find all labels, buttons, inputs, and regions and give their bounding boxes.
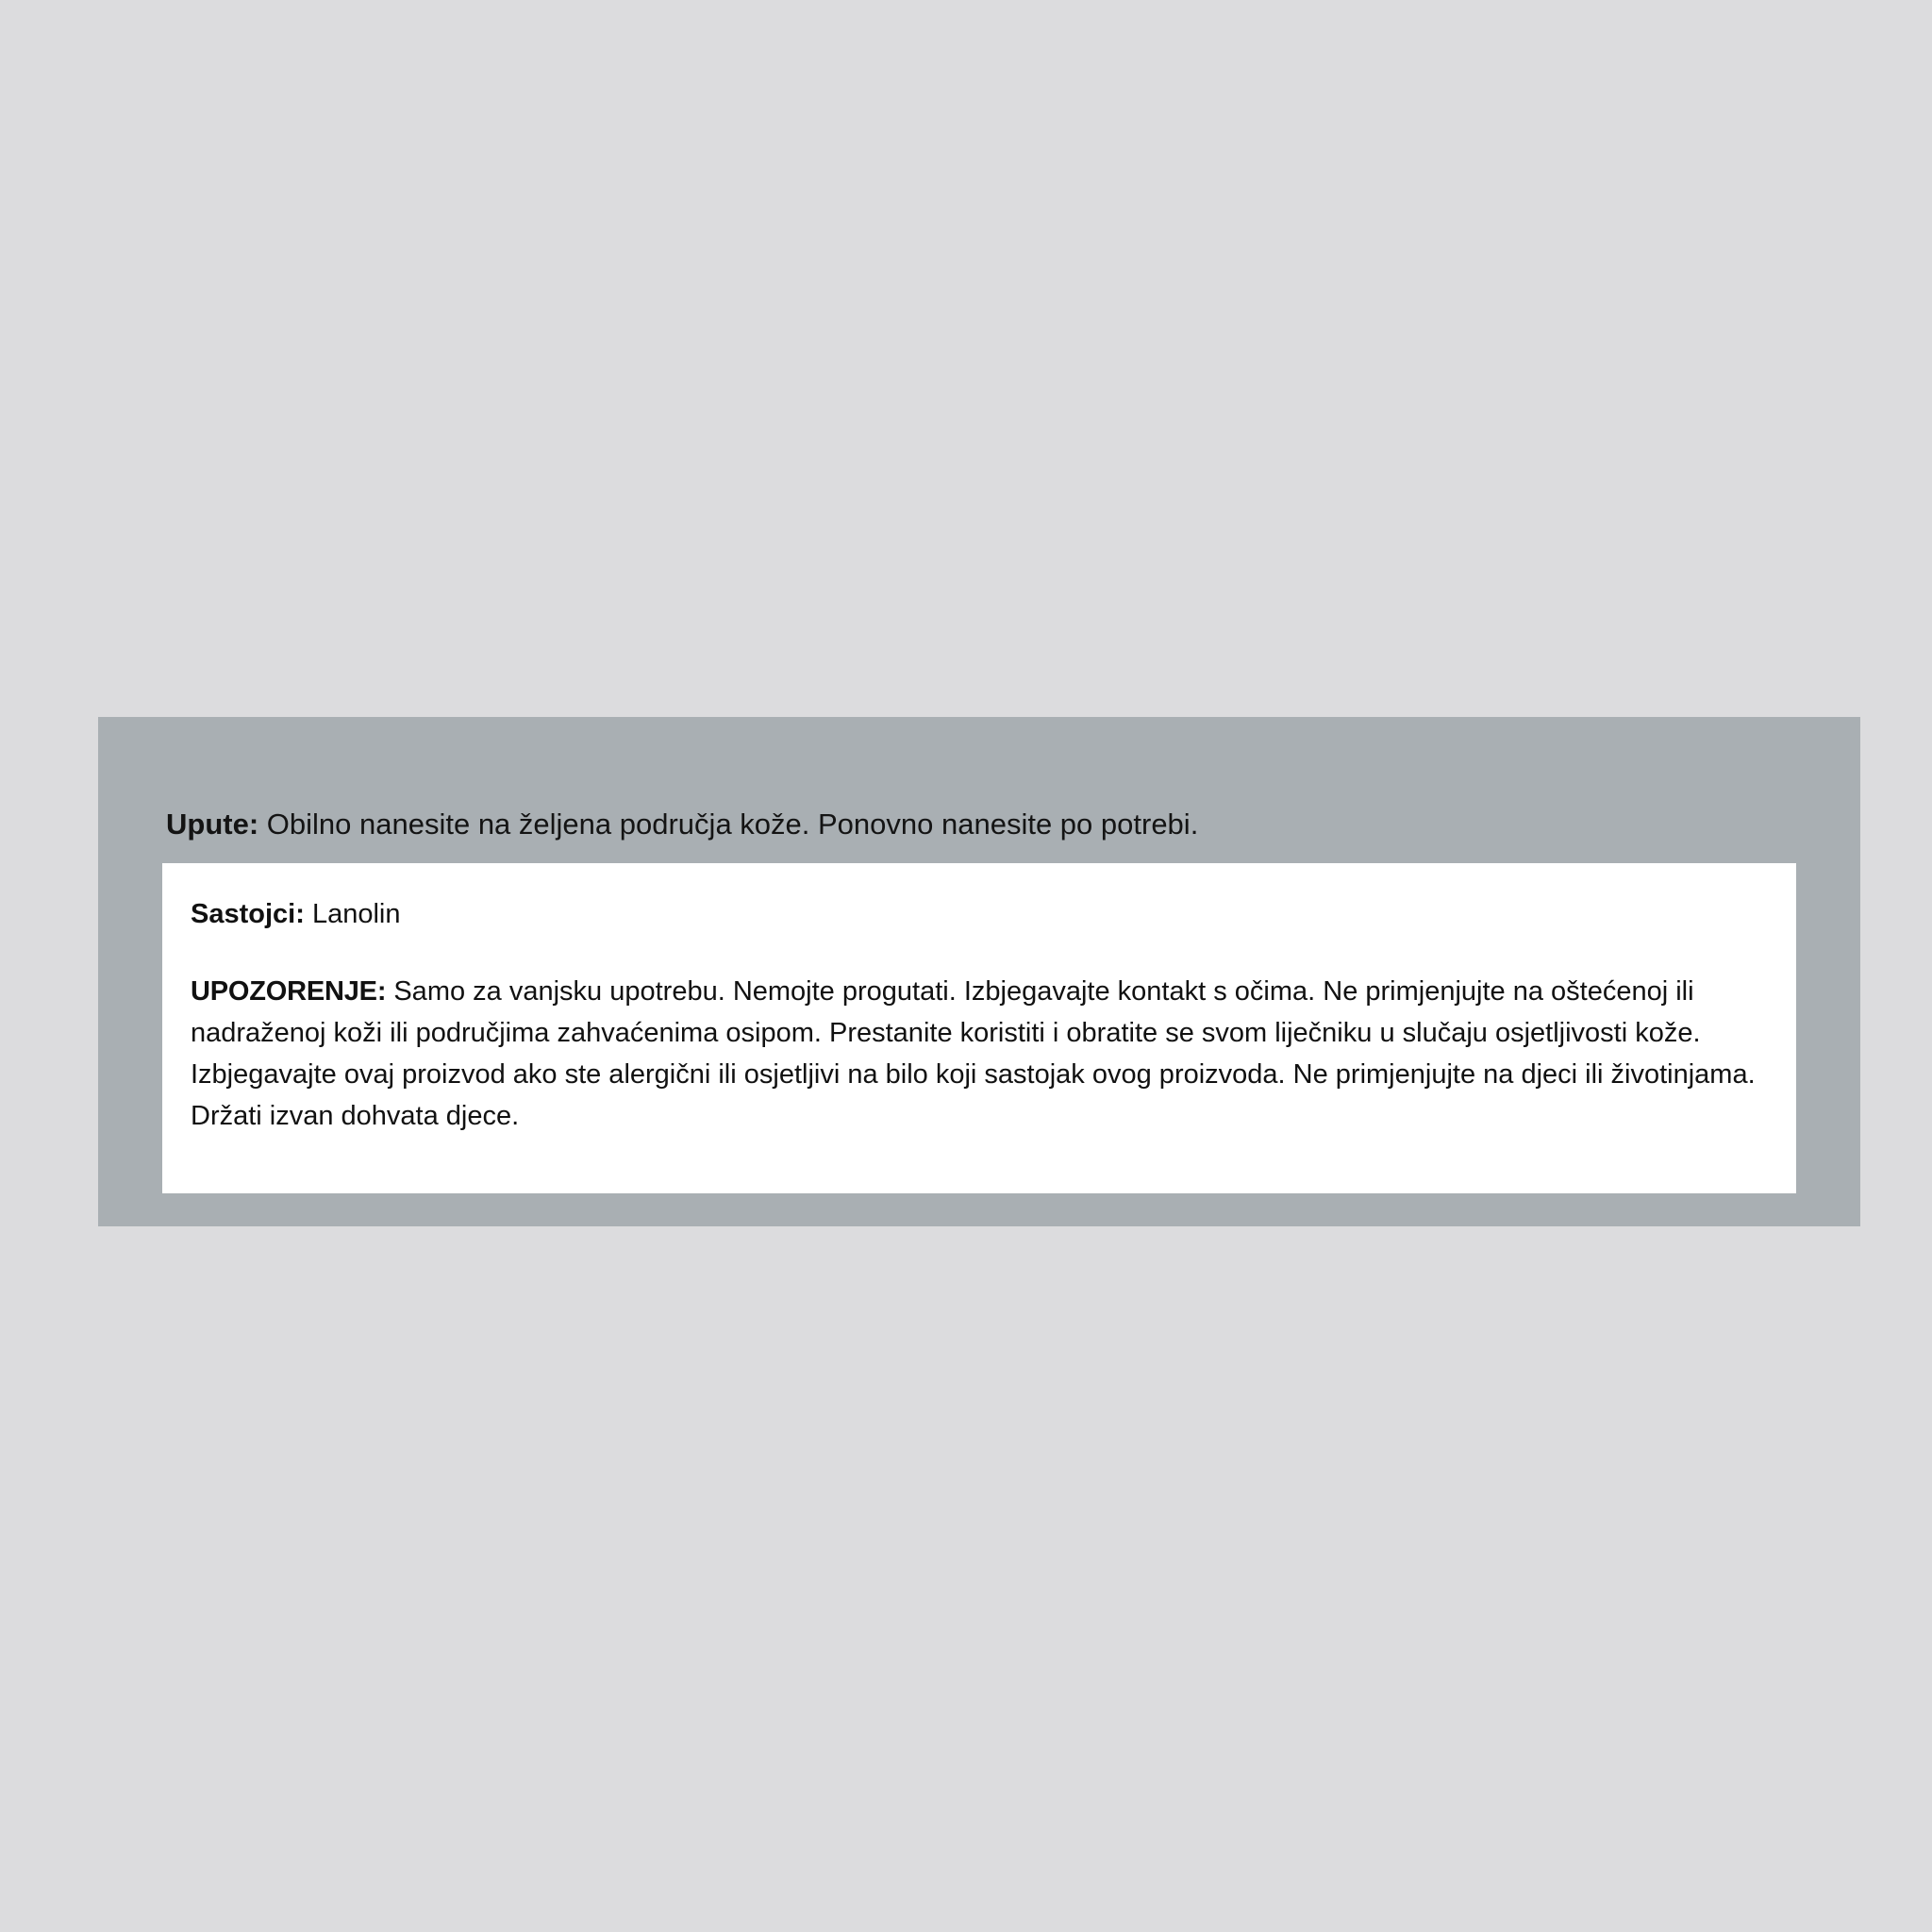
warning-label: UPOZORENJE: — [191, 975, 387, 1007]
warning-paragraph — [191, 971, 1768, 1137]
directions-label: Upute: — [166, 808, 259, 841]
warning-text: Samo za vanjsku upotrebu. Nemojte progutati. Izbjegavajte kontakt s očima. Ne primjenjujte na oštećenoj ili nadraženoj koži ili područjima zahvaćenima osipom. Prestanite koristiti i obratite se svom liječniku u slučaju osjetljivosti kože. Izbjegavajte ovaj proizvod ako ste alergični ili osjetljivi na bilo koji sastojak ovog proizvoda. Ne primjenjujte na djeci ili životinjama. Držati izvan dohvata djece. — [191, 975, 1756, 1131]
directions-text: Obilno nanesite na željena područja kože. Ponovno nanesite po potrebi. — [266, 808, 1199, 841]
ingredients-label: Sastojci: — [191, 899, 305, 929]
directions-line — [166, 805, 1807, 844]
ingredients-warning-box — [162, 863, 1796, 1193]
ingredients-text: Lanolin — [311, 899, 401, 929]
ingredients-line — [191, 897, 1768, 933]
label-panel — [98, 717, 1860, 1226]
